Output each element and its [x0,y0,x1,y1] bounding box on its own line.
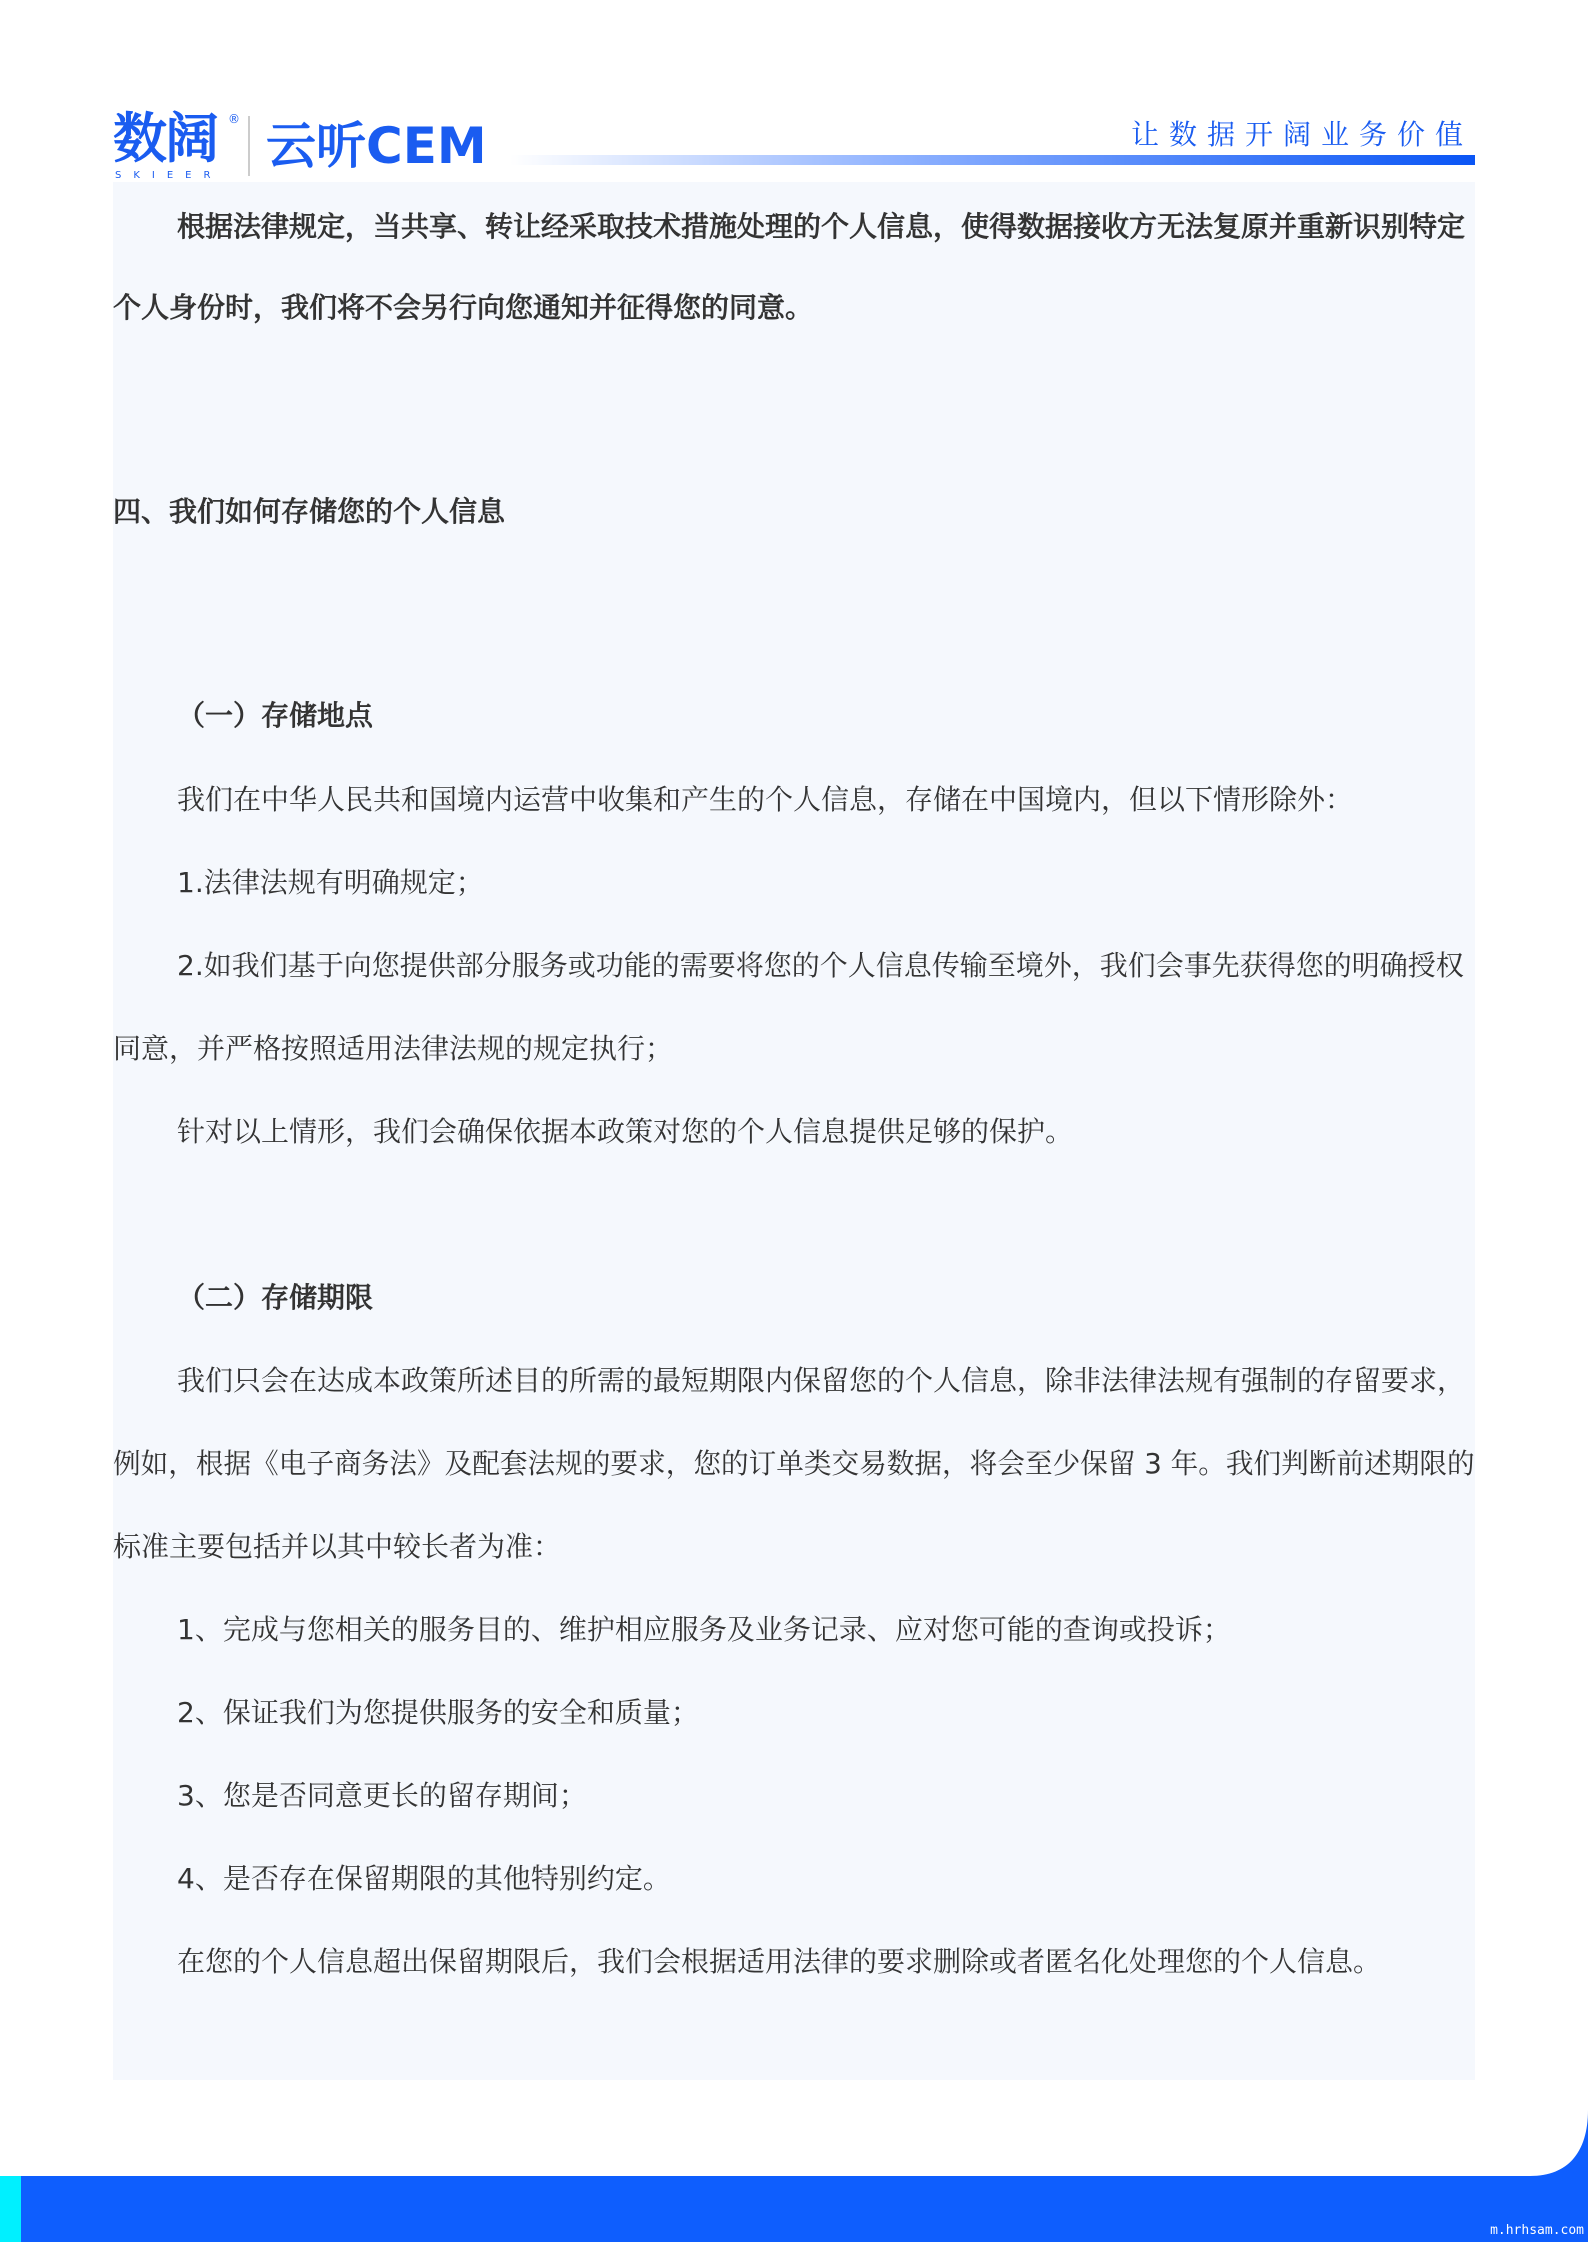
text-line: 2、保证我们为您提供服务的安全和质量； [177,1696,699,1729]
text-line: 1、完成与您相关的服务目的、维护相应服务及业务记录、应对您可能的查询或投诉； [177,1613,1231,1646]
logo-cn: 数阔 [113,107,217,170]
text-line: 2.如我们基于向您提供部分服务或功能的需要将您的个人信息传输至境外，我们会事先获得您的明确授权 [177,949,1464,982]
product-name: 云听CEM [266,117,487,175]
footer-bar [21,2176,1588,2242]
heading-line: 四、我们如何存储您的个人信息 [113,495,506,528]
heading-line: 根据法律规定，当共享、转让经采取技术措施处理的个人信息，使得数据接收方无法复原并重新识别特定 [177,210,1466,243]
heading-line: （二）存储期限 [177,1281,374,1314]
footer-curve [1490,2110,1588,2180]
slogan: 让数据开阔业务价值 [1130,118,1473,151]
text-line: 1.法律法规有明确规定； [177,866,484,899]
text-line: 我们在中华人民共和国境内运营中收集和产生的个人信息，存储在中国境内，但以下情形除外： [177,783,1354,816]
text-line: 同意，并严格按照适用法律法规的规定执行； [113,1032,674,1065]
heading-line: 个人身份时，我们将不会另行向您通知并征得您的同意。 [113,291,814,324]
logo-en: SKIEER [115,170,223,181]
heading-line: （一）存储地点 [177,699,374,732]
header-bar [510,155,1475,165]
text-line: 在您的个人信息超出保留期限后，我们会根据适用法律的要求删除或者匿名化处理您的个人信息。 [177,1945,1382,1978]
text-line: 3、您是否同意更长的留存期间； [177,1779,587,1812]
footer-accent [0,2176,21,2242]
watermark: m.hrhsam.com [1490,2223,1584,2238]
text-line: 我们只会在达成本政策所述目的所需的最短期限内保留您的个人信息，除非法律法规有强制的存留要求， [177,1364,1466,1397]
registered-mark: ® [228,112,240,126]
text-line: 针对以上情形，我们会确保依据本政策对您的个人信息提供足够的保护。 [177,1115,1074,1148]
text-line: 标准主要包括并以其中较长者为准： [113,1530,562,1563]
text-line: 4、是否存在保留期限的其他特别约定。 [177,1862,671,1895]
text-line: 例如，根据《电子商务法》及配套法规的要求，您的订单类交易数据，将会至少保留 3 年。我们判断前述期限的 [113,1447,1475,1480]
logo-divider [248,116,250,176]
